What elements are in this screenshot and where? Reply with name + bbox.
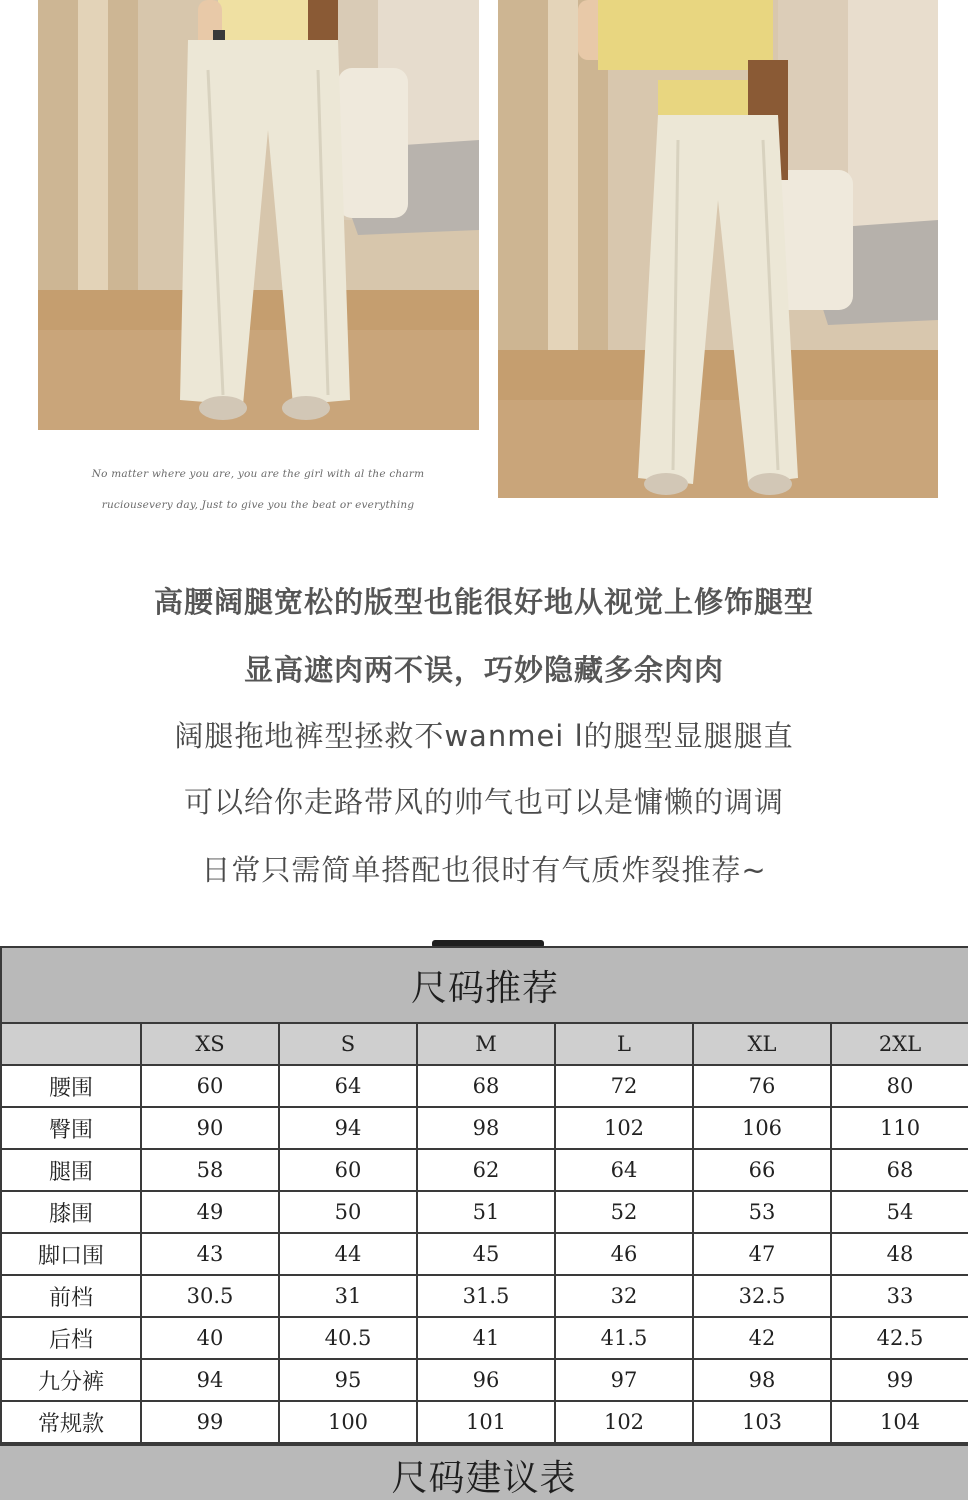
measurement-cell: 101 [417, 1401, 555, 1443]
product-photo-left [38, 0, 479, 430]
measurement-cell: 62 [417, 1149, 555, 1191]
row-label: 臀围 [1, 1107, 141, 1149]
row-label: 腿围 [1, 1149, 141, 1191]
measurement-cell: 68 [831, 1149, 968, 1191]
measurement-cell: 106 [693, 1107, 831, 1149]
size-chart-title-row [1, 947, 968, 1023]
size-chart-table [0, 946, 968, 1444]
measurement-cell: 98 [417, 1107, 555, 1149]
measurement-cell: 100 [279, 1401, 417, 1443]
size-chart-title: 尺码推荐 [1, 947, 968, 1023]
measurement-cell: 33 [831, 1275, 968, 1317]
size-advice-banner: 尺码建议表 [0, 1444, 968, 1500]
size-header-cell: 2XL [831, 1023, 968, 1065]
measurement-cell: 32 [555, 1275, 693, 1317]
promo-line-5: 日常只需简单搭配也很时有气质炸裂推荐~ [201, 853, 767, 887]
size-header-cell: M [417, 1023, 555, 1065]
measurement-cell: 52 [555, 1191, 693, 1233]
table-row [1, 1401, 968, 1443]
size-header-cell: XL [693, 1023, 831, 1065]
measurement-cell: 102 [555, 1107, 693, 1149]
table-row [1, 1233, 968, 1275]
measurement-cell: 54 [831, 1191, 968, 1233]
measurement-cell: 103 [693, 1401, 831, 1443]
measurement-cell: 76 [693, 1065, 831, 1107]
measurement-cell: 40 [141, 1317, 279, 1359]
measurement-cell: 45 [417, 1233, 555, 1275]
row-label: 后档 [1, 1317, 141, 1359]
photo-right-drawing [498, 0, 938, 498]
measurement-cell: 110 [831, 1107, 968, 1149]
table-row [1, 1149, 968, 1191]
measurement-cell: 99 [141, 1401, 279, 1443]
promo-line-3: 阔腿拖地裤型拯救不wanmei l的腿型显腿腿直 [174, 719, 794, 753]
promo-line-4: 可以给你走路带风的帅气也可以是慵懒的调调 [183, 785, 784, 819]
measurement-cell: 44 [279, 1233, 417, 1275]
measurement-cell: 99 [831, 1359, 968, 1401]
measurement-cell: 90 [141, 1107, 279, 1149]
promo-line-1: 高腰阔腿宽松的版型也能很好地从视觉上修饰腿型 [153, 585, 814, 619]
measurement-cell: 94 [279, 1107, 417, 1149]
promo-line-2: 显高遮肉两不误，巧妙隐藏多余肉肉 [243, 653, 724, 687]
measurement-cell: 50 [279, 1191, 417, 1233]
measurement-cell: 42.5 [831, 1317, 968, 1359]
measurement-cell: 64 [279, 1065, 417, 1107]
measurement-cell: 47 [693, 1233, 831, 1275]
measurement-cell: 41.5 [555, 1317, 693, 1359]
measurement-cell: 31.5 [417, 1275, 555, 1317]
photo-left-drawing [38, 0, 479, 430]
table-row [1, 1275, 968, 1317]
table-row [1, 1191, 968, 1233]
size-table-body [1, 1065, 968, 1443]
measurement-cell: 43 [141, 1233, 279, 1275]
measurement-cell: 40.5 [279, 1317, 417, 1359]
photo-caption-line-1: No matter where you are, you are the girl with al the charm [91, 468, 425, 480]
size-header-cell: L [555, 1023, 693, 1065]
table-row [1, 1317, 968, 1359]
measurement-cell: 68 [417, 1065, 555, 1107]
table-row [1, 1065, 968, 1107]
measurement-cell: 64 [555, 1149, 693, 1191]
measurement-cell: 102 [555, 1401, 693, 1443]
row-label: 脚口围 [1, 1233, 141, 1275]
measurement-cell: 94 [141, 1359, 279, 1401]
size-header-corner [1, 1023, 141, 1065]
size-header-cell: XS [141, 1023, 279, 1065]
row-label: 膝围 [1, 1191, 141, 1233]
product-photo-right [498, 0, 938, 498]
measurement-cell: 49 [141, 1191, 279, 1233]
measurement-cell: 30.5 [141, 1275, 279, 1317]
measurement-cell: 42 [693, 1317, 831, 1359]
measurement-cell: 96 [417, 1359, 555, 1401]
measurement-cell: 41 [417, 1317, 555, 1359]
row-label: 九分裤 [1, 1359, 141, 1401]
measurement-cell: 97 [555, 1359, 693, 1401]
size-header-cell: S [279, 1023, 417, 1065]
measurement-cell: 72 [555, 1065, 693, 1107]
measurement-cell: 80 [831, 1065, 968, 1107]
measurement-cell: 95 [279, 1359, 417, 1401]
measurement-cell: 104 [831, 1401, 968, 1443]
measurement-cell: 48 [831, 1233, 968, 1275]
measurement-cell: 31 [279, 1275, 417, 1317]
measurement-cell: 60 [279, 1149, 417, 1191]
size-header-row [1, 1023, 968, 1065]
measurement-cell: 32.5 [693, 1275, 831, 1317]
photo-caption-line-2: ruciousevery day, Just to give you the beat or everything [101, 499, 415, 511]
table-row [1, 1359, 968, 1401]
row-label: 腰围 [1, 1065, 141, 1107]
measurement-cell: 51 [417, 1191, 555, 1233]
measurement-cell: 58 [141, 1149, 279, 1191]
measurement-cell: 66 [693, 1149, 831, 1191]
measurement-cell: 98 [693, 1359, 831, 1401]
measurement-cell: 60 [141, 1065, 279, 1107]
measurement-cell: 53 [693, 1191, 831, 1233]
row-label: 常规款 [1, 1401, 141, 1443]
measurement-cell: 46 [555, 1233, 693, 1275]
row-label: 前档 [1, 1275, 141, 1317]
table-row [1, 1107, 968, 1149]
